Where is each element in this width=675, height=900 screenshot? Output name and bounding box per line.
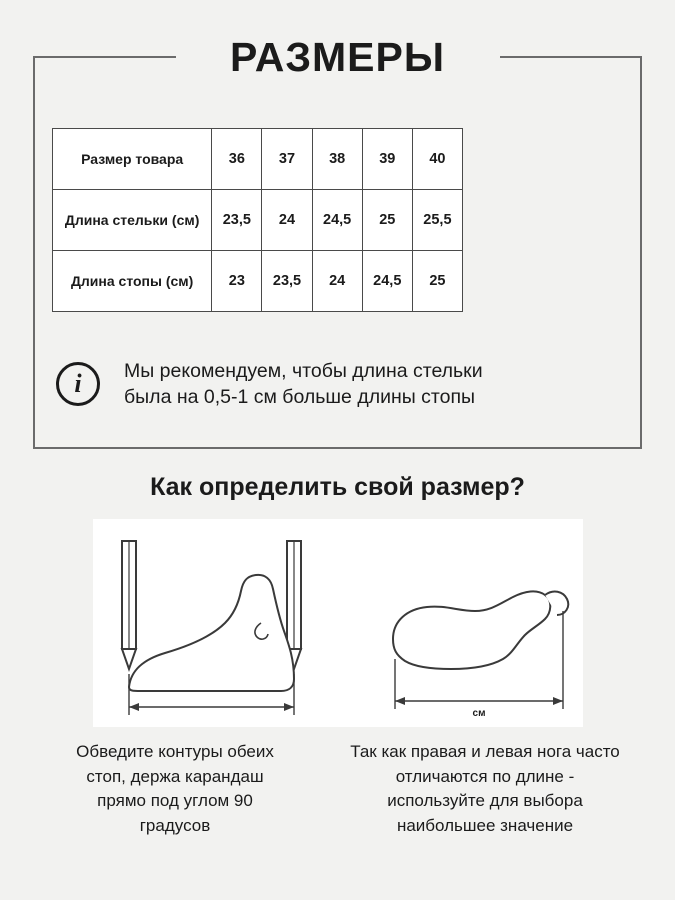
info-icon: i: [56, 362, 100, 406]
table-cell: 24: [312, 251, 362, 312]
illustration-svg: [93, 519, 583, 727]
table-cell: 23,5: [212, 190, 262, 251]
footprint-icon: [393, 591, 568, 669]
note-text: [124, 358, 483, 411]
table-cell: 25: [412, 251, 462, 312]
row-header: Длина стельки (см): [53, 190, 212, 251]
size-table-wrapper: [52, 128, 463, 312]
table-cell: 23: [212, 251, 262, 312]
table-cell: 25: [362, 190, 412, 251]
note-line-2: была на 0,5-1 см больше длины стопы: [124, 386, 476, 409]
table-row: [53, 251, 463, 312]
table-cell: 25,5: [412, 190, 462, 251]
pencil-left-icon: [122, 541, 136, 669]
table-cell: 23,5: [262, 251, 312, 312]
table-cell: 24,5: [362, 251, 412, 312]
page-title: РАЗМЕРЫ: [229, 34, 446, 80]
note-line-1: Мы рекомендуем, чтобы длина стельки: [124, 360, 483, 382]
table-cell: 40: [412, 129, 462, 190]
caption-right: Так как правая и левая нога часто отличаются по длине - используйте для выбора наибольшее значение: [350, 742, 620, 835]
row-header: Длина стопы (см): [53, 251, 212, 312]
table-cell: 38: [312, 129, 362, 190]
recommendation-note: [56, 358, 616, 411]
unit-label: см: [472, 708, 486, 719]
howto-title: Как определить свой размер?: [150, 473, 525, 501]
table-cell: 24: [262, 190, 312, 251]
caption-left: Обведите контуры обеих стоп, держа карандаш прямо под углом 90 градусов: [76, 742, 274, 835]
table-cell: 37: [262, 129, 312, 190]
table-row: [53, 129, 463, 190]
table-cell: 24,5: [312, 190, 362, 251]
size-table: [52, 128, 463, 312]
table-cell: 36: [212, 129, 262, 190]
measurement-illustration: [93, 519, 583, 727]
row-header: Размер товара: [53, 129, 212, 190]
foot-side-icon: [129, 575, 294, 691]
table-cell: 39: [362, 129, 412, 190]
captions-row: [60, 740, 620, 839]
table-row: [53, 190, 463, 251]
